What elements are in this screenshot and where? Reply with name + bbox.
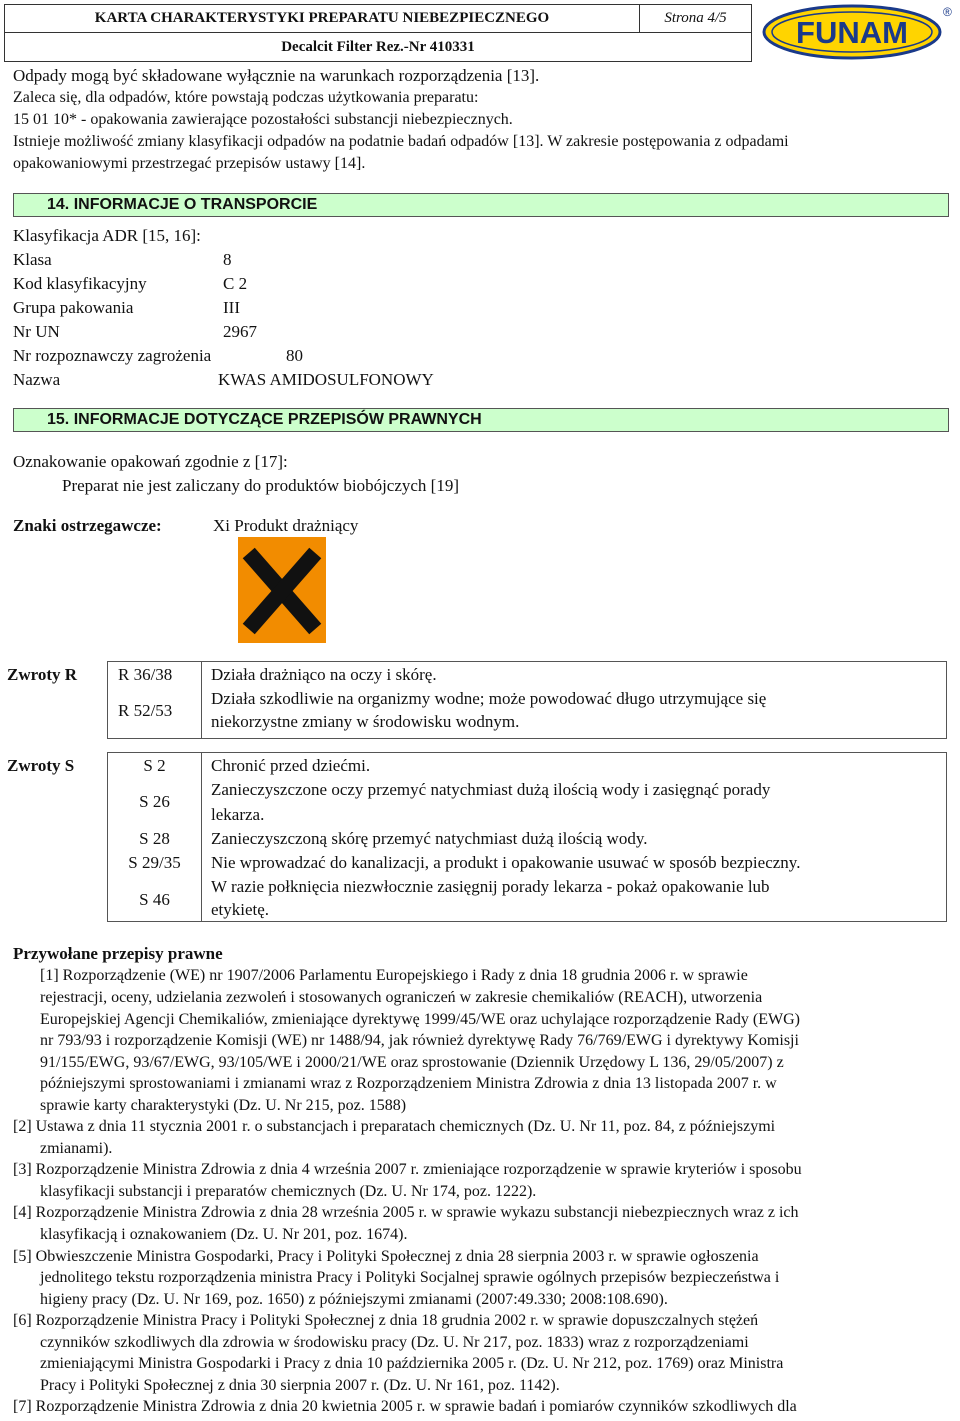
adr-row: Nr rozpoznawczy zagrożenia 80: [13, 346, 303, 365]
warning-label: Znaki ostrzegawcze:: [13, 516, 162, 535]
reference-line: [2] Ustawa z dnia 11 stycznia 2001 r. o substancjach i preparatach chemicznych (Dz. U. Nr 11, poz. 84, z późniejszymi: [13, 1118, 776, 1135]
s-text: Zanieczyszczone oczy przemyć natychmiast dużą ilością wody i zasięgnąć porady: [211, 780, 771, 799]
reference-line: [7] Rozporządzenie Ministra Zdrowia z dnia 20 kwietnia 2005 r. w sprawie badań i pomiarów czynników szkodliwych dla: [13, 1398, 797, 1415]
r-text: Działa szkodliwie na organizmy wodne; może powodować długo utrzymujące się: [211, 689, 767, 708]
references-heading: Przywołane przepisy prawne: [13, 944, 223, 963]
s-code: S 26: [139, 792, 170, 811]
document-title: KARTA CHARAKTERYSTYKI PREPARATU NIEBEZPIECZNEGO: [5, 5, 640, 33]
adr-row: Kod klasyfikacyjny C 2: [13, 274, 248, 293]
irritant-pictogram: [238, 537, 326, 643]
reference-line: klasyfikacją i oznakowaniem (Dz. U. Nr 201, poz. 1674).: [40, 1226, 408, 1243]
s-code: S 29/35: [128, 853, 181, 872]
reference-line: zmieniającymi Ministra Gospodarki i Pracy z dnia 10 października 2005 r. (Dz. U. Nr 212, poz. 1769) oraz Ministra: [40, 1355, 784, 1372]
section-15-heading: 15. INFORMACJE DOTYCZĄCE PRZEPISÓW PRAWNYCH: [13, 408, 949, 432]
product-name: Decalcit Filter Rez.-Nr 410331: [281, 39, 475, 55]
r-code: R 36/38: [118, 665, 173, 684]
adr-row: Grupa pakowania III: [13, 298, 240, 317]
registered-mark: ®: [943, 5, 952, 19]
reference-line: klasyfikacji substancji i preparatów chemicznych (Dz. U. Nr 174, poz. 1222).: [40, 1183, 537, 1200]
s-code: S 2: [143, 756, 166, 775]
s-text: W razie połknięcia niezwłocznie zasięgnij porady lekarza - pokaż opakowanie lub: [211, 877, 770, 896]
waste-line: opakowaniowymi przestrzegać przepisów ustawy [14].: [13, 155, 366, 172]
x-cross-icon: [238, 537, 326, 643]
s-phrases-table: [107, 752, 947, 922]
s-text: lekarza.: [211, 805, 265, 824]
reference-line: [1] Rozporządzenie (WE) nr 1907/2006 Parlamentu Europejskiego i Rady z dnia 18 grudnia 2006 r. w sprawie: [40, 967, 748, 984]
document-header: [4, 4, 752, 62]
waste-line: Zaleca się, dla odpadów, które powstają podczas użytkowania preparatu:: [13, 89, 479, 106]
waste-line: Istnieje możliwość zmiany klasyfikacji odpadów na podatnie badań odpadów [13]. W zakresie postępowania z odpadami: [13, 133, 789, 150]
s-text: Zanieczyszczoną skórę przemyć natychmiast dużą ilością wody.: [211, 829, 648, 848]
reference-line: higieny pracy (Dz. U. Nr 169, poz. 1650) z późniejszymi zmianami (2007:49.330; 2008:108.690).: [40, 1291, 668, 1308]
labeling-text: Oznakowanie opakowań zgodnie z [17]:: [13, 452, 288, 471]
reference-line: zmianami).: [40, 1140, 113, 1157]
s-code: S 28: [139, 829, 170, 848]
warning-value: Xi Produkt drażniący: [213, 516, 359, 535]
section-14-heading: 14. INFORMACJE O TRANSPORCIE: [13, 193, 949, 217]
s-code: S 46: [139, 890, 170, 909]
adr-row: Nr UN 2967: [13, 322, 257, 341]
logo-text: FUNAM: [796, 15, 908, 50]
reference-line: 91/155/EWG, 93/67/EWG, 93/105/WE i 2000/21/WE oraz sprostowanie (Dziennik Urzędowy L 136, 29/05/2007) z: [40, 1054, 784, 1071]
reference-line: [5] Obwieszczenie Ministra Gospodarki, Pracy i Polityki Społecznej z dnia 28 sierpnia 2003 r. w sprawie ogłoszenia: [13, 1248, 759, 1265]
r-text: Działa drażniąco na oczy i skórę.: [211, 665, 437, 684]
reference-line: rejestracji, oceny, udzielania zezwoleń i stosowanych ograniczeń w zakresie chemikaliów (REACH), utworzenia: [40, 989, 763, 1006]
r-code: R 52/53: [118, 701, 173, 720]
reference-line: [3] Rozporządzenie Ministra Zdrowia z dnia 4 września 2007 r. zmieniające rozporządzenie w sprawie kryteriów i sposobu: [13, 1161, 802, 1178]
waste-line: 15 01 10* - opakowania zawierające pozostałości substancji niebezpiecznych.: [13, 111, 513, 128]
s-text: Nie wprowadzać do kanalizacji, a produkt i opakowanie usuwać w sposób bezpieczny.: [211, 853, 801, 872]
reference-line: Pracy i Polityki Społecznej z dnia 30 sierpnia 2007 r. (Dz. U. Nr 161, poz. 1142).: [40, 1377, 560, 1394]
adr-row: Nazwa KWAS AMIDOSULFONOWY: [13, 370, 434, 389]
funam-logo: [760, 2, 956, 60]
reference-line: Europejskiej Agencji Chemikaliów, zmieniające dyrektywę 1999/45/WE oraz uchylające rozporządzenie Rady (EWG): [40, 1011, 800, 1028]
s-text: etykietę.: [211, 900, 270, 919]
r-phrases-label: Zwroty R: [7, 665, 78, 684]
reference-line: późniejszymi sprostowaniami i zmianami wraz z Rozporządzeniem Ministra Zdrowia z dnia 13 listopada 2007 r. w: [40, 1075, 777, 1092]
adr-row: Klasa 8: [13, 250, 232, 269]
s-text: Chronić przed dziećmi.: [211, 756, 371, 775]
reference-line: czynników szkodliwych dla zdrowia w środowisku pracy (Dz. U. Nr 217, poz. 1833) wraz z rozporządzeniami: [40, 1334, 749, 1351]
reference-line: [6] Rozporządzenie Ministra Pracy i Polityki Społecznej z dnia 18 grudnia 2002 r. w sprawie dopuszczalnych stężeń: [13, 1312, 759, 1329]
reference-line: sprawie karty charakterystyki (Dz. U. Nr 215, poz. 1588): [40, 1097, 407, 1114]
r-phrases-table: [107, 661, 947, 739]
reference-line: jednolitego tekstu rozporządzenia ministra Pracy i Polityki Socjalnej sprawie ogólnych przepisów bezpieczeństwa i: [40, 1269, 780, 1286]
adr-intro: Klasyfikacja ADR [15, 16]:: [13, 226, 201, 245]
page-number: Strona 4/5: [640, 5, 751, 33]
r-text: niekorzystne zmiany w środowisku wodnym.: [211, 712, 520, 731]
biocide-text: Preparat nie jest zaliczany do produktów biobójczych [19]: [62, 476, 460, 495]
reference-line: [4] Rozporządzenie Ministra Zdrowia z dnia 28 września 2005 r. w sprawie wykazu substancji niebezpiecznych wraz z ich: [13, 1204, 799, 1221]
s-phrases-label: Zwroty S: [7, 756, 75, 775]
waste-line: Odpady mogą być składowane wyłącznie na warunkach rozporządzenia [13].: [13, 66, 540, 85]
reference-line: nr 793/93 i rozporządzenie Komisji (WE) nr 1488/94, jak również dyrektywę Rady 76/769/EWG i dyrektywy Komisji: [40, 1032, 799, 1049]
